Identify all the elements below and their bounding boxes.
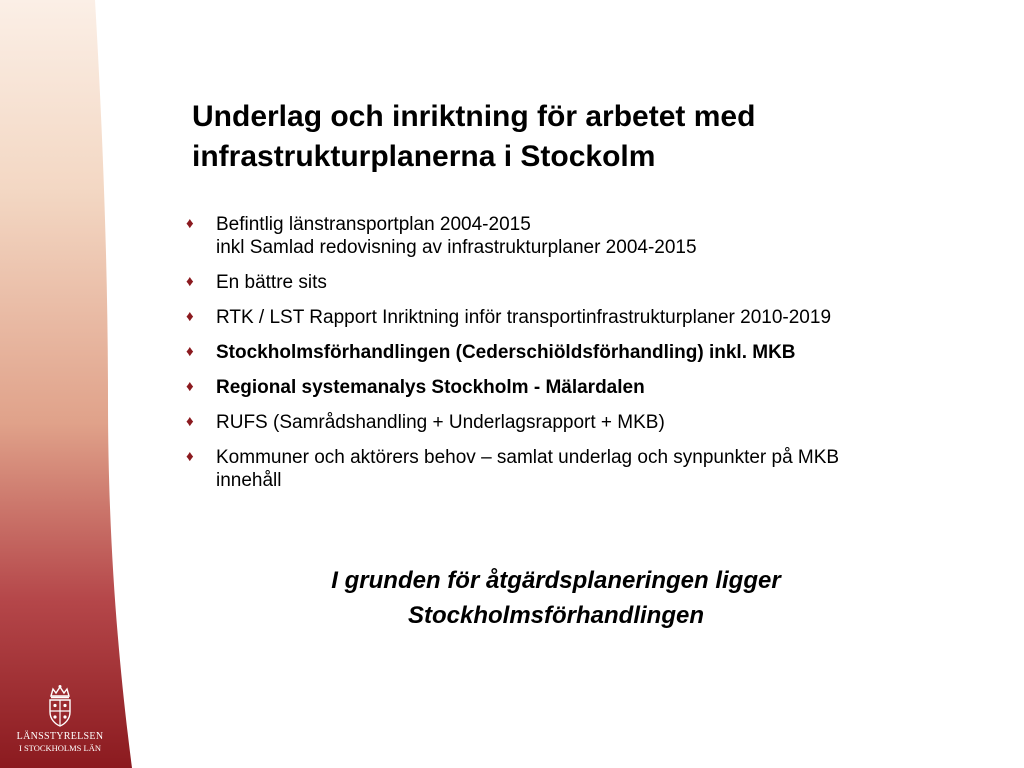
bullet-item [182,446,982,492]
bullet-list [182,213,982,504]
logo-text-line-2: I STOCKHOLMS LÄN [18,743,102,753]
slide-title-line-1: Underlag och inriktning för arbetet med [192,100,756,133]
diamond-bullet-icon: ♦ [186,448,194,465]
bullet-text-continued: inkl Samlad redovisning av infrastrukturplaner 2004-2015 [216,237,697,258]
bullet-text: RTK / LST Rapport Inriktning inför transportinfrastrukturplaner 2010-2019 [216,307,832,328]
bullet-item [182,376,982,399]
bullet-item [182,306,982,329]
bullet-text: Regional systemanalys Stockholm - Mälardalen [216,377,645,398]
slide-title-line-2: infrastrukturplanerna i Stockolm [192,140,656,173]
diamond-bullet-icon: ♦ [186,378,194,395]
diamond-bullet-icon: ♦ [186,215,194,232]
logo-text-line-1: LÄNSSTYRELSEN [16,731,104,742]
bullet-text: En bättre sits [216,272,327,293]
bullet-item [182,213,982,259]
bullet-text-continued: innehåll [216,470,282,491]
bullet-text: Stockholmsförhandlingen (Cederschiöldsförhandling) inkl. MKB [216,342,796,363]
slide-title [192,97,952,177]
diamond-bullet-icon: ♦ [186,308,194,325]
bullet-item [182,411,982,434]
bullet-text: Befintlig länstransportplan 2004-2015 [216,214,531,235]
bullet-text: Kommuner och aktörers behov – samlat underlag och synpunkter på MKB [216,447,840,468]
diamond-bullet-icon: ♦ [186,343,194,360]
diamond-bullet-icon: ♦ [186,413,194,430]
diamond-bullet-icon: ♦ [186,273,194,290]
conclusion-line-1: I grunden för åtgärdsplaneringen ligger [331,567,781,594]
bullet-item [182,271,982,294]
bullet-text: RUFS (Samrådshandling + Underlagsrapport + MKB) [216,412,665,433]
lansstyrelsen-logo [8,684,112,754]
crown-coat-of-arms-icon [43,684,77,728]
decorative-side-band [0,0,140,768]
conclusion-statement [256,563,856,633]
bullet-item [182,341,982,364]
conclusion-line-2: Stockholmsförhandlingen [407,602,704,629]
